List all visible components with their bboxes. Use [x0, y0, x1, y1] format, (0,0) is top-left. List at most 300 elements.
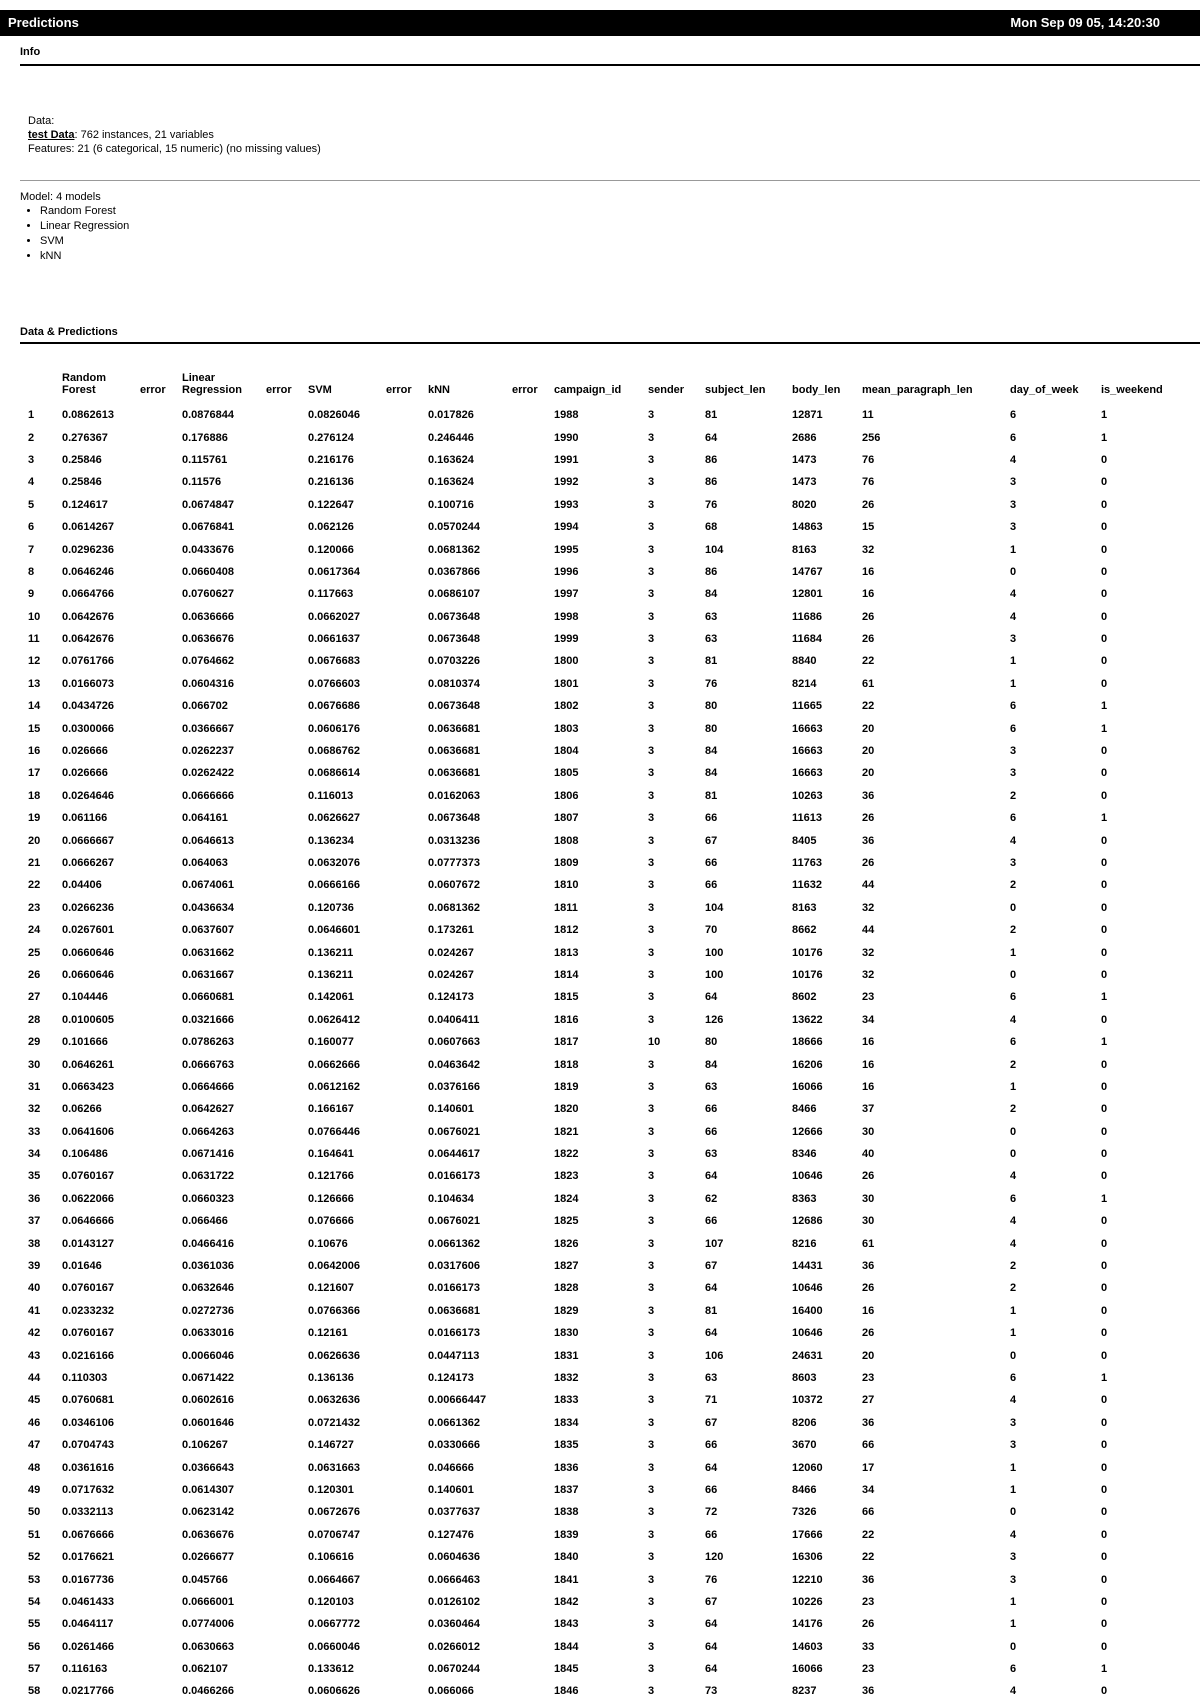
- table-cell: 0.0166173: [428, 1170, 480, 1183]
- table-cell: 1837: [554, 1483, 579, 1496]
- table-row[interactable]: [28, 1456, 1181, 1478]
- table-cell: 0.0676021: [428, 1215, 480, 1228]
- table-cell: 1: [1101, 722, 1108, 735]
- table-cell: 0.0166073: [62, 677, 114, 690]
- model-item-linear-regression: • Linear Regression: [40, 219, 129, 234]
- table-cell: 3: [648, 431, 655, 444]
- column-header[interactable]: error: [140, 384, 166, 396]
- row-index: 46: [28, 1416, 41, 1429]
- table-row[interactable]: [28, 986, 1181, 1008]
- table-cell: 3: [648, 1685, 655, 1698]
- table-row[interactable]: [28, 1009, 1181, 1031]
- row-index: 54: [28, 1595, 41, 1608]
- table-cell: [512, 964, 554, 986]
- table-cell: [140, 1501, 182, 1523]
- table-cell: 16206: [792, 1058, 823, 1071]
- report-timestamp: Mon Sep 09 05, 14:20:30: [1010, 15, 1160, 30]
- table-cell: 0.216176: [308, 453, 354, 466]
- table-cell: [512, 404, 554, 426]
- table-cell: 3: [648, 677, 655, 690]
- column-header[interactable]: error: [512, 384, 538, 396]
- column-header[interactable]: sender: [648, 384, 685, 396]
- table-row[interactable]: [28, 1479, 1181, 1501]
- table-row[interactable]: [28, 1210, 1181, 1232]
- table-cell: 66: [705, 879, 718, 892]
- table-cell: 76: [705, 498, 718, 511]
- table-cell: [140, 1524, 182, 1546]
- table-row[interactable]: [28, 1031, 1181, 1053]
- table-cell: 0.0166173: [428, 1327, 480, 1340]
- column-header[interactable]: Random Forest: [62, 372, 106, 396]
- table-cell: 3: [1010, 1416, 1017, 1429]
- table-cell: [266, 516, 308, 538]
- table-cell: 256: [862, 431, 881, 444]
- table-cell: 0.062126: [308, 521, 354, 534]
- table-cell: 1833: [554, 1394, 579, 1407]
- table-cell: 0.0466416: [182, 1237, 234, 1250]
- table-cell: 86: [705, 565, 718, 578]
- table-cell: 30: [862, 1125, 875, 1138]
- table-cell: [386, 1143, 428, 1165]
- column-header[interactable]: body_len: [792, 384, 841, 396]
- table-cell: [266, 1501, 308, 1523]
- table-cell: 0.0686762: [308, 745, 360, 758]
- data-label: Data:: [28, 115, 55, 127]
- column-header[interactable]: Linear Regression: [182, 372, 242, 396]
- column-header[interactable]: [28, 366, 62, 404]
- table-cell: [386, 852, 428, 874]
- table-cell: 70: [705, 924, 718, 937]
- table-row[interactable]: [28, 561, 1181, 583]
- table-row[interactable]: [28, 1635, 1181, 1657]
- table-cell: 64: [705, 991, 718, 1004]
- table-row[interactable]: [28, 1524, 1181, 1546]
- table-row[interactable]: [28, 1344, 1181, 1366]
- table-cell: [140, 695, 182, 717]
- table-cell: [140, 1143, 182, 1165]
- table-cell: 23: [862, 991, 875, 1004]
- table-row[interactable]: [28, 829, 1181, 851]
- table-cell: 6: [1010, 409, 1017, 422]
- table-row[interactable]: [28, 583, 1181, 605]
- table-cell: 10176: [792, 946, 823, 959]
- table-cell: 1827: [554, 1260, 579, 1273]
- table-row[interactable]: [28, 1255, 1181, 1277]
- table-row[interactable]: [28, 426, 1181, 448]
- table-cell: 1802: [554, 700, 579, 713]
- table-row[interactable]: [28, 1658, 1181, 1680]
- table-cell: 3: [648, 655, 655, 668]
- table-row[interactable]: [28, 1300, 1181, 1322]
- table-cell: [386, 807, 428, 829]
- table-cell: 0.0660646: [62, 946, 114, 959]
- table-row[interactable]: [28, 538, 1181, 560]
- table-row[interactable]: [28, 1143, 1181, 1165]
- table-row[interactable]: [28, 494, 1181, 516]
- table-cell: 3: [648, 968, 655, 981]
- table-row[interactable]: [28, 1591, 1181, 1613]
- table-cell: 61: [862, 1237, 875, 1250]
- table-cell: [512, 538, 554, 560]
- row-index: 32: [28, 1103, 41, 1116]
- table-cell: 0.0626636: [308, 1349, 360, 1362]
- table-cell: 3: [648, 498, 655, 511]
- table-cell: 3: [648, 1148, 655, 1161]
- table-cell: 1806: [554, 789, 579, 802]
- table-cell: 0.0361616: [62, 1461, 114, 1474]
- table-row[interactable]: [28, 1434, 1181, 1456]
- table-row[interactable]: [28, 717, 1181, 739]
- table-cell: 0: [1101, 968, 1108, 981]
- table-cell: 10176: [792, 968, 823, 981]
- table-cell: 0.0606176: [308, 722, 360, 735]
- table-cell: 0.0766446: [308, 1125, 360, 1138]
- table-cell: 126: [705, 1013, 724, 1026]
- table-cell: 1846: [554, 1685, 579, 1698]
- table-cell: 0.0676683: [308, 655, 360, 668]
- table-cell: 0.0377637: [428, 1506, 480, 1519]
- table-row[interactable]: [28, 1277, 1181, 1299]
- table-cell: 22: [862, 655, 875, 668]
- table-cell: 8363: [792, 1192, 817, 1205]
- table-cell: 1473: [792, 476, 817, 489]
- table-cell: [266, 1255, 308, 1277]
- table-cell: 0: [1101, 1551, 1108, 1564]
- table-row[interactable]: [28, 606, 1181, 628]
- table-cell: 0: [1101, 1013, 1108, 1026]
- table-row[interactable]: [28, 964, 1181, 986]
- table-cell: 4: [1010, 588, 1017, 601]
- table-row[interactable]: [28, 1076, 1181, 1098]
- table-cell: 61: [862, 677, 875, 690]
- table-cell: 26: [862, 1170, 875, 1183]
- table-row[interactable]: [28, 1121, 1181, 1143]
- table-cell: 36: [862, 1260, 875, 1273]
- table-cell: [386, 1165, 428, 1187]
- table-cell: [386, 1322, 428, 1344]
- table-cell: 16400: [792, 1304, 823, 1317]
- table-cell: 0.0607672: [428, 879, 480, 892]
- table-cell: [266, 650, 308, 672]
- features-line: Features: 21 (6 categorical, 15 numeric) (no missing values): [28, 143, 321, 155]
- table-cell: 1: [1101, 431, 1108, 444]
- row-index: 12: [28, 655, 41, 668]
- table-row[interactable]: [28, 628, 1181, 650]
- table-cell: 0.173261: [428, 924, 474, 937]
- row-index: 29: [28, 1036, 41, 1049]
- table-row[interactable]: [28, 516, 1181, 538]
- table-cell: 3: [1010, 1551, 1017, 1564]
- table-cell: 0.0646261: [62, 1058, 114, 1071]
- table-cell: 17: [862, 1461, 875, 1474]
- table-cell: [266, 1121, 308, 1143]
- table-cell: 0.0176621: [62, 1551, 114, 1564]
- table-cell: 3: [1010, 521, 1017, 534]
- table-cell: [386, 1501, 428, 1523]
- table-cell: 3: [648, 745, 655, 758]
- predictions-divider: [20, 342, 1200, 344]
- table-cell: [266, 829, 308, 851]
- table-cell: 0.066702: [182, 700, 228, 713]
- table-cell: 3: [648, 857, 655, 869]
- column-header[interactable]: kNN: [428, 384, 451, 396]
- table-cell: 0.0661362: [428, 1237, 480, 1250]
- table-cell: 0.0646246: [62, 565, 114, 578]
- table-cell: 0: [1101, 857, 1108, 869]
- table-cell: 66: [705, 1439, 718, 1452]
- table-cell: 1: [1010, 1327, 1017, 1340]
- table-row[interactable]: [28, 941, 1181, 963]
- table-cell: 0: [1010, 1506, 1017, 1519]
- table-cell: [512, 1479, 554, 1501]
- table-cell: [266, 1009, 308, 1031]
- table-cell: 3: [648, 991, 655, 1004]
- table-row[interactable]: [28, 1389, 1181, 1411]
- table-cell: 0: [1010, 968, 1017, 981]
- table-cell: 0.0706747: [308, 1528, 360, 1541]
- table-cell: 11684: [792, 633, 822, 646]
- table-cell: [140, 673, 182, 695]
- table-cell: [140, 1098, 182, 1120]
- table-cell: 36: [862, 1416, 875, 1429]
- table-cell: 8840: [792, 655, 817, 668]
- table-cell: 0: [1010, 1148, 1017, 1161]
- table-cell: 8466: [792, 1103, 817, 1116]
- table-cell: 32: [862, 901, 875, 914]
- table-row[interactable]: [28, 1053, 1181, 1075]
- table-cell: 0.0666267: [62, 857, 114, 869]
- table-cell: [266, 583, 308, 605]
- table-cell: [512, 471, 554, 493]
- table-cell: 0.0360464: [428, 1618, 480, 1631]
- column-header[interactable]: error: [386, 384, 412, 396]
- table-cell: [140, 650, 182, 672]
- table-cell: [266, 471, 308, 493]
- table-cell: [266, 1076, 308, 1098]
- table-cell: 11665: [792, 700, 822, 713]
- table-cell: 36: [862, 1685, 875, 1698]
- table-row[interactable]: [28, 1165, 1181, 1187]
- table-cell: [266, 449, 308, 471]
- table-cell: 2: [1010, 879, 1017, 892]
- table-cell: 3: [648, 1618, 655, 1631]
- table-cell: 1829: [554, 1304, 579, 1317]
- row-index: 11: [28, 633, 40, 646]
- table-cell: 3: [1010, 633, 1017, 646]
- table-cell: 0.106267: [182, 1439, 228, 1452]
- table-cell: 0.121607: [308, 1282, 354, 1295]
- table-row[interactable]: [28, 1613, 1181, 1635]
- table-cell: 0.0436634: [182, 901, 234, 914]
- table-cell: 1: [1101, 409, 1108, 422]
- table-cell: 1839: [554, 1528, 579, 1541]
- table-row[interactable]: [28, 471, 1181, 493]
- table-cell: 1805: [554, 767, 579, 780]
- table-row[interactable]: [28, 449, 1181, 471]
- row-index: 6: [28, 521, 35, 534]
- table-cell: 3: [648, 1506, 655, 1519]
- table-cell: 1810: [554, 879, 579, 892]
- table-cell: [266, 1680, 308, 1702]
- table-row[interactable]: [28, 785, 1181, 807]
- table-cell: 0.0676021: [428, 1125, 480, 1138]
- table-cell: [140, 1255, 182, 1277]
- table-cell: 3: [648, 1215, 655, 1228]
- column-header[interactable]: day_of_week: [1010, 384, 1079, 396]
- table-row[interactable]: [28, 695, 1181, 717]
- table-row[interactable]: [28, 852, 1181, 874]
- column-header[interactable]: error: [266, 384, 292, 396]
- table-cell: 0: [1101, 1528, 1108, 1541]
- table-cell: 3: [648, 1349, 655, 1362]
- table-cell: 120: [705, 1551, 724, 1564]
- table-cell: 1809: [554, 857, 579, 869]
- table-cell: 1845: [554, 1663, 579, 1676]
- table-row[interactable]: [28, 673, 1181, 695]
- table-cell: 0: [1101, 588, 1108, 601]
- table-row[interactable]: [28, 1098, 1181, 1120]
- table-cell: 44: [862, 924, 875, 937]
- table-cell: 0: [1010, 1640, 1017, 1653]
- table-cell: [512, 1367, 554, 1389]
- table-cell: [386, 1479, 428, 1501]
- table-row[interactable]: [28, 762, 1181, 784]
- table-cell: 3: [648, 1237, 655, 1250]
- column-header[interactable]: subject_len: [705, 384, 766, 396]
- table-cell: 0.0764662: [182, 655, 234, 668]
- table-cell: [140, 740, 182, 762]
- row-index: 45: [28, 1394, 41, 1407]
- table-cell: 12871: [792, 409, 823, 422]
- table-cell: 0.120066: [308, 543, 354, 556]
- table-cell: 0.0330666: [428, 1439, 480, 1452]
- table-cell: 10646: [792, 1282, 823, 1295]
- table-row[interactable]: [28, 404, 1181, 426]
- table-cell: 3: [648, 1103, 655, 1116]
- table-row[interactable]: [28, 919, 1181, 941]
- row-index: 26: [28, 968, 41, 981]
- table-cell: 0.0626627: [308, 812, 360, 825]
- column-header[interactable]: mean_paragraph_len: [862, 384, 973, 396]
- table-row[interactable]: [28, 1232, 1181, 1254]
- table-cell: 73: [705, 1685, 718, 1698]
- table-cell: 1993: [554, 498, 579, 511]
- table-cell: 14603: [792, 1640, 823, 1653]
- table-cell: 0.0346106: [62, 1416, 114, 1429]
- table-cell: 104: [705, 901, 724, 914]
- table-cell: [512, 628, 554, 650]
- table-cell: 0.026666: [62, 767, 108, 780]
- table-cell: 1807: [554, 812, 579, 825]
- dataset-link[interactable]: test Data: [28, 129, 75, 141]
- table-cell: [386, 1524, 428, 1546]
- table-row[interactable]: [28, 740, 1181, 762]
- table-cell: 3: [648, 453, 655, 466]
- table-cell: 64: [705, 1618, 718, 1631]
- table-cell: 4: [1010, 1237, 1017, 1250]
- row-index: 58: [28, 1685, 41, 1698]
- table-row[interactable]: [28, 1322, 1181, 1344]
- table-row[interactable]: [28, 1188, 1181, 1210]
- table-cell: 0.0406411: [428, 1013, 480, 1026]
- column-header[interactable]: campaign_id: [554, 384, 622, 396]
- table-cell: 0: [1101, 1170, 1108, 1183]
- table-cell: 1473: [792, 453, 817, 466]
- table-cell: 3: [648, 1125, 655, 1138]
- table-cell: 20: [862, 745, 875, 758]
- table-cell: 0.064161: [182, 812, 228, 825]
- table-cell: 0: [1101, 1260, 1108, 1273]
- table-cell: 1815: [554, 991, 579, 1004]
- table-cell: 0.0614267: [62, 521, 114, 534]
- table-row[interactable]: [28, 807, 1181, 829]
- table-cell: 0.0646601: [308, 924, 360, 937]
- table-cell: 2: [1010, 1058, 1017, 1071]
- table-cell: 0: [1101, 1327, 1108, 1340]
- table-cell: 0.0642006: [308, 1260, 360, 1273]
- table-cell: 0.0862613: [62, 409, 114, 422]
- table-cell: 0.11576: [182, 476, 222, 489]
- table-cell: 8214: [792, 677, 817, 690]
- table-cell: 0: [1101, 1237, 1108, 1250]
- table-cell: 3: [648, 610, 655, 623]
- row-index: 25: [28, 946, 41, 959]
- table-cell: 0.076666: [308, 1215, 354, 1228]
- table-cell: 0: [1010, 565, 1017, 578]
- table-row[interactable]: [28, 897, 1181, 919]
- table-cell: [386, 628, 428, 650]
- table-row[interactable]: [28, 1367, 1181, 1389]
- table-row[interactable]: [28, 1501, 1181, 1523]
- column-header[interactable]: is_weekend: [1101, 384, 1163, 396]
- table-cell: 0.0672676: [308, 1506, 360, 1519]
- row-index: 4: [28, 476, 35, 489]
- table-cell: 0.0760167: [62, 1327, 114, 1340]
- table-row[interactable]: [28, 1546, 1181, 1568]
- table-cell: 0.0810374: [428, 677, 480, 690]
- column-header[interactable]: SVM: [308, 384, 332, 396]
- table-row[interactable]: [28, 650, 1181, 672]
- table-cell: 0: [1101, 1282, 1108, 1295]
- table-row[interactable]: [28, 874, 1181, 896]
- table-cell: 3: [648, 901, 655, 914]
- table-row[interactable]: [28, 1568, 1181, 1590]
- table-cell: [266, 1456, 308, 1478]
- table-cell: [512, 1412, 554, 1434]
- table-cell: 0.140601: [428, 1103, 474, 1116]
- table-cell: 0: [1101, 1416, 1108, 1429]
- table-cell: 81: [705, 655, 718, 668]
- table-cell: 100: [705, 946, 724, 959]
- table-cell: [140, 941, 182, 963]
- table-cell: 1: [1010, 655, 1017, 668]
- table-cell: 0.116013: [308, 789, 354, 802]
- table-cell: 66: [705, 1528, 718, 1541]
- table-cell: 0.0644617: [428, 1148, 480, 1161]
- table-row[interactable]: [28, 1680, 1181, 1702]
- table-cell: [512, 1591, 554, 1613]
- table-cell: 66: [705, 1483, 718, 1496]
- table-cell: [512, 897, 554, 919]
- table-cell: [140, 1322, 182, 1344]
- table-cell: [140, 785, 182, 807]
- table-cell: [140, 1613, 182, 1635]
- table-cell: 3: [648, 1551, 655, 1564]
- table-row[interactable]: [28, 1412, 1181, 1434]
- table-cell: [266, 628, 308, 650]
- table-cell: [266, 897, 308, 919]
- table-cell: 84: [705, 1058, 718, 1071]
